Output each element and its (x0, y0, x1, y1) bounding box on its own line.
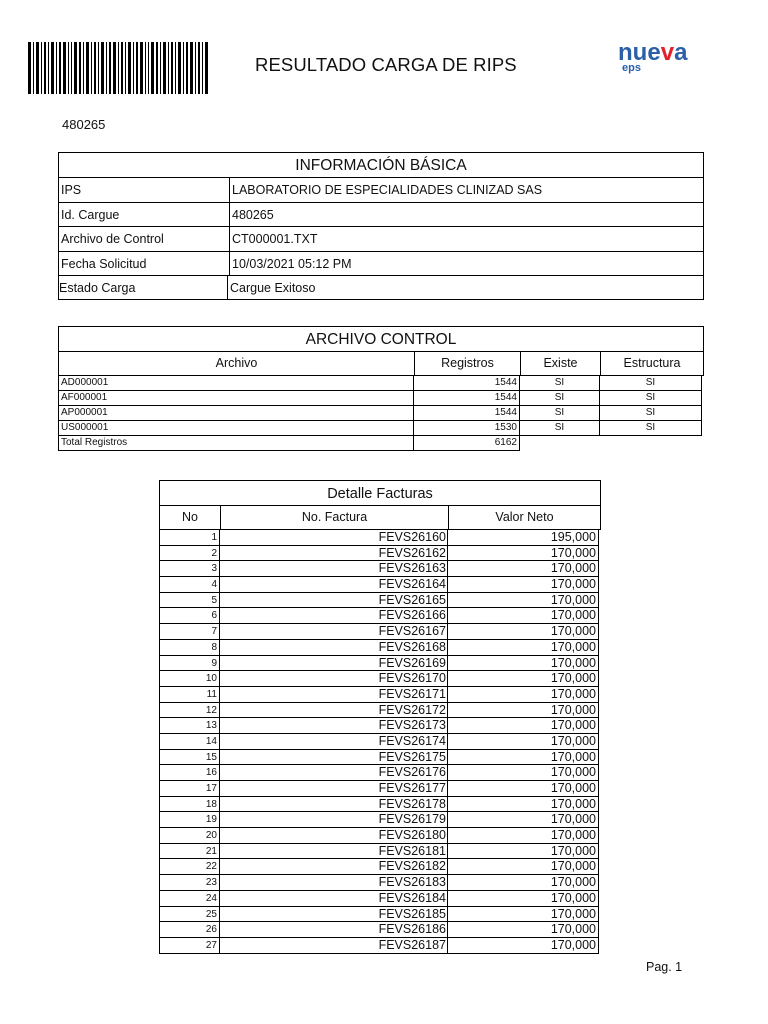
cell-factura: FEVS26182 (220, 859, 448, 875)
table-row (159, 781, 601, 797)
cell-factura: FEVS26162 (220, 546, 448, 562)
cell-valor: 170,000 (448, 687, 599, 703)
cell-no: 9 (159, 656, 220, 672)
cell-no: 26 (159, 922, 220, 938)
info-label: Estado Carga (59, 281, 136, 295)
table-row (159, 530, 601, 546)
cell-no: 14 (159, 734, 220, 750)
cell-estructura: SI (600, 391, 702, 406)
cell-registros: 1544 (414, 391, 520, 406)
cell-factura: FEVS26184 (220, 891, 448, 907)
cell-no: 20 (159, 828, 220, 844)
cell-no: 6 (159, 608, 220, 624)
cell-archivo: AP000001 (58, 406, 414, 421)
cell-valor: 170,000 (448, 750, 599, 766)
cell-factura: FEVS26174 (220, 734, 448, 750)
cell-no: 3 (159, 561, 220, 577)
cell-estructura: SI (600, 421, 702, 436)
cell-registros: 1530 (414, 421, 520, 436)
cell-no: 1 (159, 530, 220, 546)
cell-archivo: AF000001 (58, 391, 414, 406)
cell-valor: 170,000 (448, 671, 599, 687)
total-registros-row (58, 436, 704, 451)
table-row (159, 891, 601, 907)
table-row (159, 859, 601, 875)
cell-no: 8 (159, 640, 220, 656)
column-header: Estructura (623, 356, 681, 370)
cell-valor: 170,000 (448, 546, 599, 562)
total-value: 6162 (414, 436, 520, 451)
cell-factura: FEVS26183 (220, 875, 448, 891)
detalle-facturas-title: Detalle Facturas (159, 480, 601, 506)
cell-no: 22 (159, 859, 220, 875)
nueva-eps-logo (618, 38, 714, 74)
info-basica-title: INFORMACIÓN BÁSICA (59, 153, 703, 178)
cell-factura: FEVS26186 (220, 922, 448, 938)
cell-valor: 170,000 (448, 844, 599, 860)
cell-archivo: AD000001 (58, 376, 414, 391)
table-row (159, 828, 601, 844)
page-number: Pag. 1 (646, 960, 683, 974)
cell-valor: 170,000 (448, 765, 599, 781)
cell-valor: 170,000 (448, 734, 599, 750)
info-row-ips (59, 178, 703, 203)
table-row (159, 593, 601, 609)
cell-valor: 170,000 (448, 828, 599, 844)
table-row (58, 406, 704, 421)
table-row (58, 391, 704, 406)
cell-existe: SI (520, 376, 600, 391)
column-header: No (160, 506, 221, 529)
info-label: Id. Cargue (61, 207, 120, 222)
info-value: 480265 (229, 203, 274, 227)
detalle-facturas-table (159, 480, 601, 954)
info-row-estado-carga (59, 276, 703, 299)
cell-no: 19 (159, 812, 220, 828)
info-value: LABORATORIO DE ESPECIALIDADES CLINIZAD SAS (229, 178, 542, 202)
cell-valor: 170,000 (448, 891, 599, 907)
cell-factura: FEVS26181 (220, 844, 448, 860)
cell-factura: FEVS26179 (220, 812, 448, 828)
table-row (58, 376, 704, 391)
cell-valor: 170,000 (448, 812, 599, 828)
table-row (159, 561, 601, 577)
cell-factura: FEVS26167 (220, 624, 448, 640)
info-label: Fecha Solicitud (61, 256, 147, 271)
cell-no: 23 (159, 875, 220, 891)
cell-no: 7 (159, 624, 220, 640)
cell-no: 21 (159, 844, 220, 860)
cell-no: 24 (159, 891, 220, 907)
table-row (159, 718, 601, 734)
cell-valor: 170,000 (448, 781, 599, 797)
table-row (159, 671, 601, 687)
table-row (159, 844, 601, 860)
cell-no: 16 (159, 765, 220, 781)
cell-no: 18 (159, 797, 220, 813)
archivo-control-header (58, 352, 704, 376)
info-label: IPS (61, 183, 82, 197)
table-row (159, 640, 601, 656)
cell-estructura: SI (600, 376, 702, 391)
cell-factura: FEVS26173 (220, 718, 448, 734)
info-basica-table (58, 152, 704, 300)
cell-factura: FEVS26163 (220, 561, 448, 577)
info-value: 10/03/2021 05:12 PM (229, 252, 352, 276)
cell-factura: FEVS26160 (220, 530, 448, 546)
table-row (159, 812, 601, 828)
detalle-facturas-header (159, 506, 601, 530)
cell-no: 27 (159, 938, 220, 954)
cell-factura: FEVS26169 (220, 656, 448, 672)
cell-no: 17 (159, 781, 220, 797)
cell-valor: 195,000 (448, 530, 599, 546)
table-row (159, 907, 601, 923)
archivo-control-title: ARCHIVO CONTROL (58, 326, 704, 352)
cell-archivo: US000001 (58, 421, 414, 436)
archivo-control-table (58, 326, 704, 451)
cell-factura: FEVS26168 (220, 640, 448, 656)
cell-registros: 1544 (414, 376, 520, 391)
table-row (159, 750, 601, 766)
cell-valor: 170,000 (448, 577, 599, 593)
column-header: Existe (521, 352, 601, 375)
info-label: Archivo de Control (61, 232, 164, 246)
logo-sub-text: eps (622, 62, 641, 74)
table-row (159, 765, 601, 781)
cell-valor: 170,000 (448, 718, 599, 734)
cell-valor: 170,000 (448, 561, 599, 577)
page-title: RESULTADO CARGA DE RIPS (255, 54, 517, 75)
cell-valor: 170,000 (448, 703, 599, 719)
cell-valor: 170,000 (448, 797, 599, 813)
cell-existe: SI (520, 406, 600, 421)
cell-no: 25 (159, 907, 220, 923)
cell-no: 15 (159, 750, 220, 766)
cell-valor: 170,000 (448, 640, 599, 656)
cell-valor: 170,000 (448, 922, 599, 938)
cell-factura: FEVS26187 (220, 938, 448, 954)
info-value: CT000001.TXT (229, 227, 317, 251)
table-row (159, 577, 601, 593)
logo-main-text: nueva (618, 39, 688, 66)
cell-factura: FEVS26165 (220, 593, 448, 609)
cell-no: 13 (159, 718, 220, 734)
cargue-id: 480265 (62, 117, 106, 132)
cell-factura: FEVS26178 (220, 797, 448, 813)
info-row-archivo-control (59, 227, 703, 252)
cell-valor: 170,000 (448, 593, 599, 609)
cell-no: 11 (159, 687, 220, 703)
info-row-fecha-solicitud (59, 252, 703, 277)
total-label: Total Registros (58, 436, 414, 451)
table-row (159, 922, 601, 938)
cell-no: 12 (159, 703, 220, 719)
cell-factura: FEVS26177 (220, 781, 448, 797)
cell-valor: 170,000 (448, 875, 599, 891)
cell-no: 4 (159, 577, 220, 593)
info-value: Cargue Exitoso (227, 276, 315, 299)
cell-valor: 170,000 (448, 608, 599, 624)
cell-factura: FEVS26171 (220, 687, 448, 703)
table-row (159, 656, 601, 672)
cell-factura: FEVS26170 (220, 671, 448, 687)
cell-valor: 170,000 (448, 656, 599, 672)
column-header: No. Factura (221, 506, 449, 529)
table-row (159, 938, 601, 954)
column-header: Archivo (59, 352, 415, 375)
cell-valor: 170,000 (448, 859, 599, 875)
column-header: Valor Neto (495, 510, 554, 524)
cell-valor: 170,000 (448, 938, 599, 954)
table-row (159, 797, 601, 813)
table-row (159, 875, 601, 891)
cell-factura: FEVS26176 (220, 765, 448, 781)
table-row (159, 687, 601, 703)
cell-existe: SI (520, 391, 600, 406)
cell-factura: FEVS26180 (220, 828, 448, 844)
cell-no: 2 (159, 546, 220, 562)
table-row (159, 608, 601, 624)
table-row (159, 703, 601, 719)
cell-no: 10 (159, 671, 220, 687)
table-row (159, 624, 601, 640)
table-row (58, 421, 704, 436)
cell-factura: FEVS26166 (220, 608, 448, 624)
cell-existe: SI (520, 421, 600, 436)
cell-factura: FEVS26164 (220, 577, 448, 593)
table-row (159, 734, 601, 750)
cell-factura: FEVS26172 (220, 703, 448, 719)
cell-registros: 1544 (414, 406, 520, 421)
table-row (159, 546, 601, 562)
cell-factura: FEVS26185 (220, 907, 448, 923)
cell-valor: 170,000 (448, 624, 599, 640)
cell-factura: FEVS26175 (220, 750, 448, 766)
cell-no: 5 (159, 593, 220, 609)
cell-valor: 170,000 (448, 907, 599, 923)
cell-estructura: SI (600, 406, 702, 421)
column-header: Registros (415, 352, 521, 375)
barcode-icon (28, 42, 208, 94)
info-row-id-cargue (59, 203, 703, 228)
